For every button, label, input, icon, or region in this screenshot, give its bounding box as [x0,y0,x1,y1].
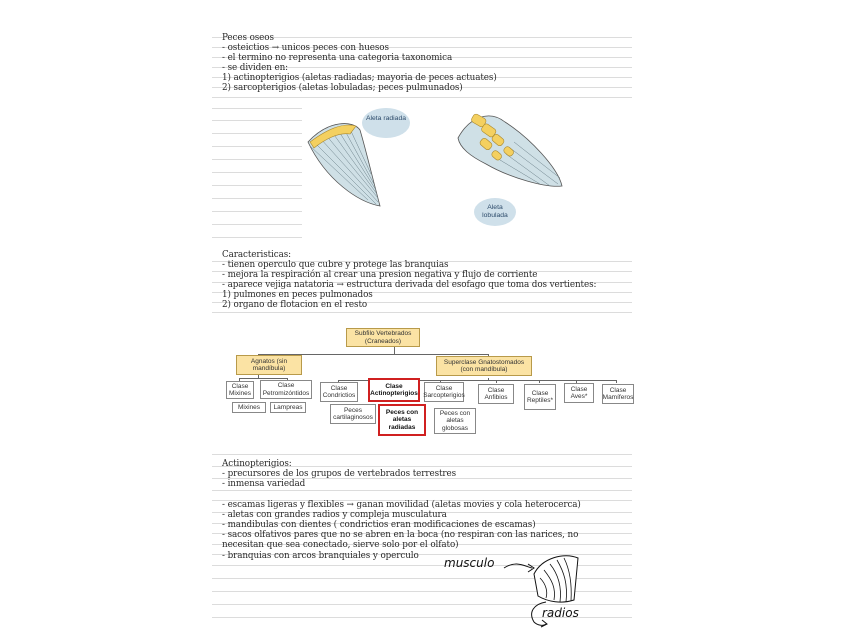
note-line: 2) sarcopterigios (aletas lobuladas; peces pulmunados) [222,83,463,93]
tree-leaf-cartilaginosos: Peces cartilaginosos [330,404,376,424]
tree-leaf-aletas-globosas: Peces con aletas globosas [434,408,476,434]
note-line: - tienen operculo que cubre y protege las branquias [222,260,449,270]
sketch-label-muscle: musculo [444,556,495,570]
note-line: 1) pulmones en peces pulmonados [222,290,373,300]
tree-node-aves: Clase Aves* [564,383,594,403]
note-line: - branquias con arcos branquiales y operculo [222,551,419,561]
tree-node-vertebrados: Subfilo Vertebrados (Craneados) [346,328,420,347]
note-line: - aparece vejiga natatoria → estructura derivada del esofago que toma dos vertientes: [222,280,597,290]
ray-fin-label: Aleta radiada [365,115,407,122]
note-line: - aletas con grandes radios y compleja musculatura [222,510,447,520]
label-bubble [362,108,410,138]
lobe-fin-label: Aleta lobulada [482,204,508,219]
note-line: - precursores de los grupos de vertebrados terrestres [222,469,457,479]
section-title: Peces oseos [222,33,274,43]
note-line: - el termino no representa una categoria taxonomica [222,53,453,63]
sketch-label-rays: radios [542,606,579,620]
note-line: - escamas ligeras y flexibles → ganan movilidad (aletas movies y cola heterocerca) [222,500,581,510]
tree-node-actinopterigios: Clase Actinopterigios [368,378,420,402]
section-title: Actinopterigios: [222,459,292,469]
tree-leaf-lampreas: Lampreas [270,402,306,413]
note-line: - sacos olfativos pares que no se abren en la boca (no respiran con las narices, no necesitan que sea conectado, sierve solo por el olfato) [222,530,579,550]
note-line: - osteictios → unicos peces con huesos [222,43,389,53]
note-line: 1) actinopterigios (aletas radiadas; mayoria de peces actuates) [222,73,497,83]
note-line: - se dividen en: [222,63,289,73]
tree-node-condrictios: Clase Condrictios [320,382,358,402]
note-line: - inmensa variedad [222,479,306,489]
sketch-drawing [482,552,632,632]
tree-node-mamiferos: Clase Mamíferos [602,384,634,404]
tree-leaf-mixines: Mixines [232,402,266,413]
section-title: Caracteristicas: [222,250,292,260]
note-line: 2) organo de flotacion en el resto [222,300,368,310]
note-line: - mandibulas con dientes ( condrictios eran modificaciones de escamas) [222,520,536,530]
tree-node-petromizontidos: Clase Petromizóntidos [260,380,312,399]
tree-leaf-aletas-radiadas: Peces con aletas radiadas [378,404,426,436]
tree-node-mixines: Clase Mixines [226,381,254,399]
lobe-fin-drawing [450,108,580,208]
tree-node-sarcopterigios: Clase Sarcopterigios [424,382,464,402]
tree-node-gnatostomados: Superclase Gnatostomados (con mandíbula) [436,356,532,376]
tree-node-reptiles: Clase Reptiles* [524,384,556,410]
note-line: - mejora la respiración al crear una presion negativa y flujo de corriente [222,270,538,280]
notes-page [212,0,632,635]
tree-node-anfibios: Clase Anfibios [478,384,514,404]
tree-node-agnatos: Agnatos (sin mandíbula) [236,355,302,375]
